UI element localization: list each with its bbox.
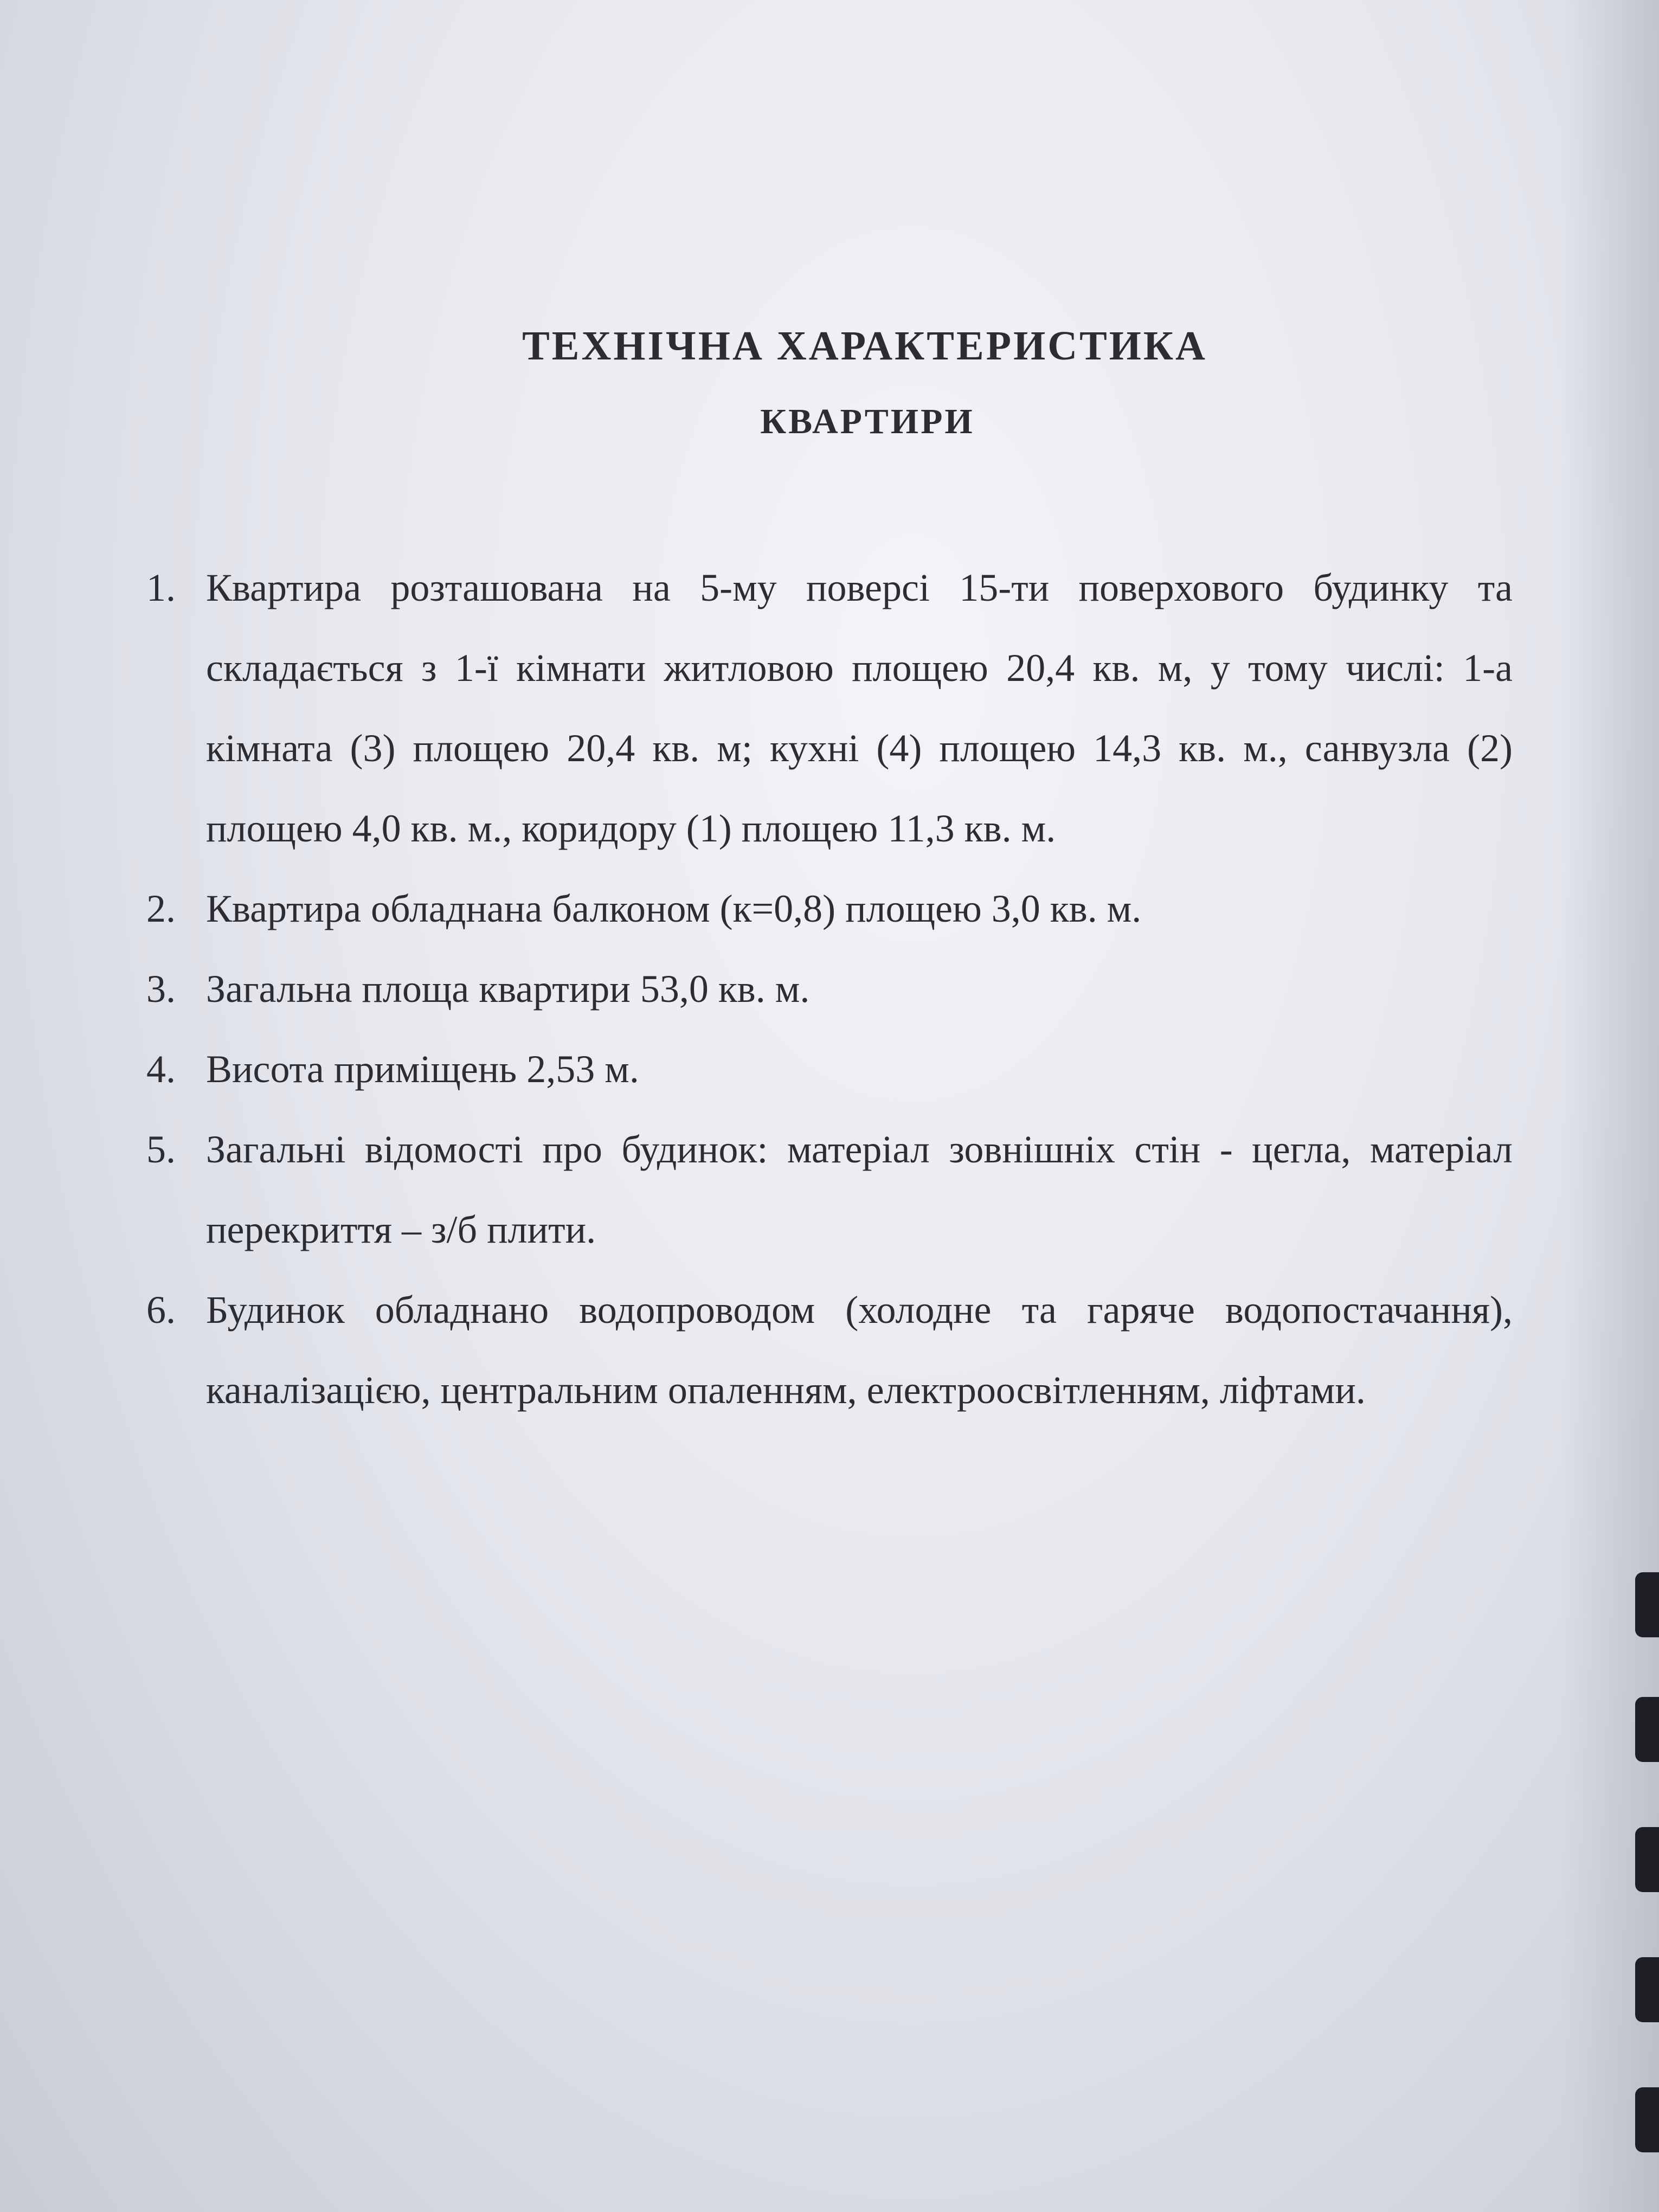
item-text: Квартира обладнана балконом (к=0,8) площею 3,0 кв. м. xyxy=(206,887,1142,930)
item-number: 1. xyxy=(146,566,176,609)
list-item xyxy=(146,1270,1513,1430)
list-item xyxy=(146,1109,1513,1270)
document-title: ТЕХНІЧНА ХАРАКТЕРИСТИКА xyxy=(522,323,1207,369)
list-item xyxy=(146,949,1513,1029)
item-number: 6. xyxy=(146,1288,176,1332)
item-number: 4. xyxy=(146,1047,176,1091)
item-number: 5. xyxy=(146,1128,176,1171)
document-subtitle: КВАРТИРИ xyxy=(760,402,975,441)
item-text: Будинок обладнано водопроводом (холодне та гаряче водопостачання), каналізацією, центральним опаленням, електроосвітленням, ліфтами. xyxy=(206,1288,1513,1412)
characteristics-list xyxy=(146,548,1513,1430)
item-number: 2. xyxy=(146,887,176,930)
item-text: Висота приміщень 2,53 м. xyxy=(206,1047,639,1091)
item-number: 3. xyxy=(146,967,176,1011)
list-item xyxy=(146,548,1513,869)
item-text: Загальні відомості про будинок: матеріал зовнішніх стін - цегла, матеріал перекриття – з/б плити. xyxy=(206,1128,1513,1251)
item-text: Загальна площа квартири 53,0 кв. м. xyxy=(206,967,810,1011)
item-text: Квартира розташована на 5-му поверсі 15-ти поверхового будинку та складається з 1-ї кімнати житловою площею 20,4 кв. м, у тому числі: 1-а кімната (3) площею 20,4 кв. м; кухні (4) площею 14,3 кв. м., санвузла (2) площею 4,0 кв. м., коридору (1) площею 11,3 кв. м. xyxy=(206,566,1513,850)
list-item xyxy=(146,1029,1513,1109)
list-item xyxy=(146,869,1513,949)
